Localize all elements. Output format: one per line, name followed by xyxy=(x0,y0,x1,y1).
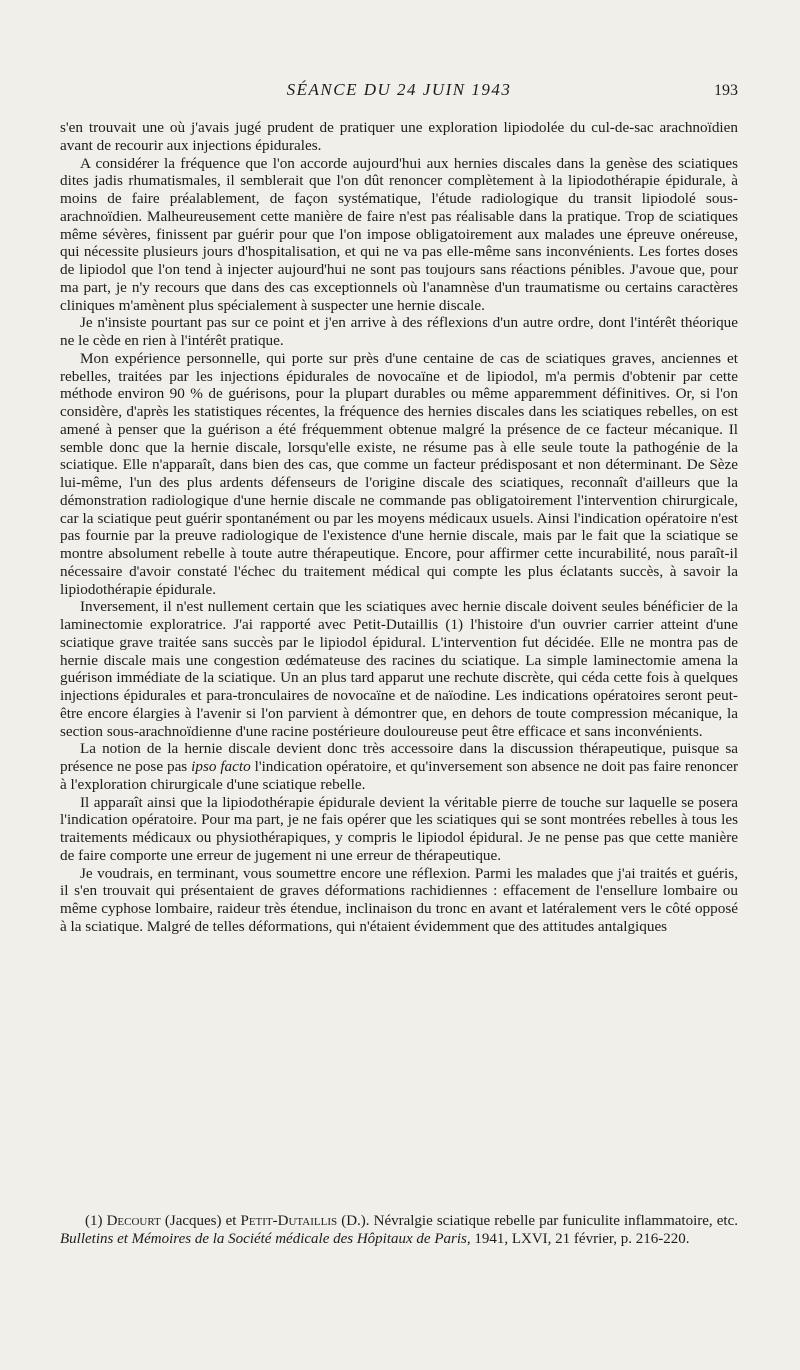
paragraph: s'en trouvait une où j'avais jugé prudent de pratiquer une exploration lipiodolée du cul-de-sac arachnoïdien avant de recourir aux injections épidurales. xyxy=(60,119,738,154)
footnote-journal: Bulletins et Mémoires de la Société médicale des Hôpitaux de Paris xyxy=(60,1230,467,1247)
italic-phrase: ipso facto xyxy=(191,758,251,775)
footnote-text-part: (D.). Névralgie sciatique rebelle par funiculite inflammatoire, etc. xyxy=(337,1213,738,1229)
footnote-text-part: , 1941, LXVI, 21 février, p. 216-220. xyxy=(466,1230,690,1247)
footnote-number: (1) xyxy=(85,1213,103,1229)
paragraph: A considérer la fréquence que l'on accorde aujourd'hui aux hernies discales dans la genèse des sciatiques dites jadis rhumatismales, il semblerait que l'on dût renoncer complètement à la lipiodothérapie épidurale, à moins de faire préalablement, de façon systématique, l'étude radiologique du transit lipiodolé sous-arachnoïdien. Malheureusement cette manière de faire n'est pas réalisable dans la pratique. Trop de sciatiques même sévères, finissent par guérir pour que l'on impose obligatoirement aux malades une épreuve onéreuse, qui nécessite plusieurs jours d'hospitalisation, et qui ne va pas elle-même sans inconvénients. Les fortes doses de lipiodol que l'on tend à injecter aujourd'hui ne sont pas toujours sans réactions pénibles. J'avoue que, pour ma part, je n'y recours que dans des cas exceptionnels où l'anamnèse d'un traumatisme ou certains caractères cliniques m'amènent plus spécialement à suspecter une hernie discale. xyxy=(60,154,738,314)
paragraph: Je voudrais, en terminant, vous soumettre encore une réflexion. Parmi les malades que j'ai traités et guéris, il s'en trouvait qui présentaient de graves déformations rachidiennes : effacement de l'ensellure lombaire ou même cyphose lombaire, raideur très étendue, inclinaison du tronc en avant et latéralement vers le côté opposé à la sciatique. Malgré de telles déformations, qui n'étaient évidemment que des attitudes antalgiques xyxy=(60,864,738,935)
paragraph xyxy=(60,740,738,793)
footnote-text-part: (Jacques) et xyxy=(160,1213,241,1229)
footnote xyxy=(60,1213,738,1248)
paragraph: Inversement, il n'est nullement certain que les sciatiques avec hernie discale doivent seules bénéficier de la laminectomie exploratrice. J'ai rapporté avec Petit-Dutaillis (1) l'histoire d'un ouvrier carrier atteint d'une sciatique grave traitée sans succès par le lipiodol épidural. L'intervention fut décidée. Elle ne montra pas de hernie discale mais une congestion œdémateuse des racines du sciatique. La simple laminectomie amena la guérison immédiate de la sciatique. Un an plus tard apparut une rechute discrète, qui céda cette fois à quelques injections épidurales et para-tronculaires de novocaïne et de naïodine. Les indications opératoires seront peut-être encore élargies à l'avenir si l'on parvient à démontrer que, en dehors de toute compression mécanique, la section sous-arachnoïdienne d'une racine postérieure douloureuse peut être efficace et sans inconvénients. xyxy=(60,598,738,740)
body-text xyxy=(60,119,738,936)
paragraph-text: La notion de la hernie discale devient donc très accessoire dans la discussion thérapeutique, puisque sa présence ne pose pas xyxy=(60,740,738,775)
paragraph-text: l'indication opératoire, et qu'inversement son absence ne doit pas faire renoncer à l'exploration chirurgicale d'une sciatique rebelle. xyxy=(60,758,739,793)
page-number: 193 xyxy=(714,82,738,99)
paragraph: Je n'insiste pourtant pas sur ce point et j'en arrive à des réflexions d'un autre ordre, dont l'intérêt théorique ne le cède en rien à l'intérêt pratique. xyxy=(60,314,738,349)
paragraph: Il apparaît ainsi que la lipiodothérapie épidurale devient la véritable pierre de touche sur laquelle se posera l'indication opératoire. Pour ma part, je ne fais opérer que les sciatiques qui se sont montrées rebelles à tous les traitements médicaux ou physiothérapiques, y compris le lipiodol épidural. Je ne pense pas que cette manière de faire comporte une erreur de jugement ni une erreur de thérapeutique. xyxy=(60,793,738,864)
footnote-author: Decourt xyxy=(106,1213,161,1229)
footnote-author: Petit-Dutaillis xyxy=(240,1213,338,1229)
page-title: SÉANCE DU 24 JUIN 1943 xyxy=(286,80,512,99)
paragraph: Mon expérience personnelle, qui porte sur près d'une centaine de cas de sciatiques graves, anciennes et rebelles, traitées par les injections épidurales de novocaïne et de lipiodol, m'a permis d'obtenir par cette méthode environ 90 % de guérisons, pour la plupart durables ou même apparemment définitives. Or, si l'on considère, d'après les statistiques récentes, la fréquence des hernies discales dans les sciatiques rebelles, on est amené à penser que la guérison a été fréquemment obtenue malgré la présence de ce facteur mécanique. Il semble donc que la hernie discale, lorsqu'elle existe, ne résume pas à elle seule toute la pathogénie de la sciatique. Elle n'apparaît, dans bien des cas, que comme un facteur prédisposant et non déterminant. De Sèze lui-même, l'un des plus ardents défenseurs de l'origine discale des sciatiques, reconnaît d'ailleurs que la démonstration radiologique d'une hernie discale ne commande pas obligatoirement l'intervention chirurgicale, car la sciatique peut guérir spontanément ou par les moyens médicaux usuels. Ainsi l'indication opératoire n'est pas fournie par la preuve radiologique de l'existence d'une hernie discale, mais par le fait que la sciatique se montre absolument rebelle à toute autre thérapeutique. Encore, pour affirmer cette incurabilité, nous paraît-il nécessaire d'avoir constaté l'échec du traitement médical qui compte les plus éclatants succès, à savoir la lipiodothérapie épidurale. xyxy=(60,349,738,598)
running-header xyxy=(60,80,738,104)
footnote-text xyxy=(60,1213,738,1248)
